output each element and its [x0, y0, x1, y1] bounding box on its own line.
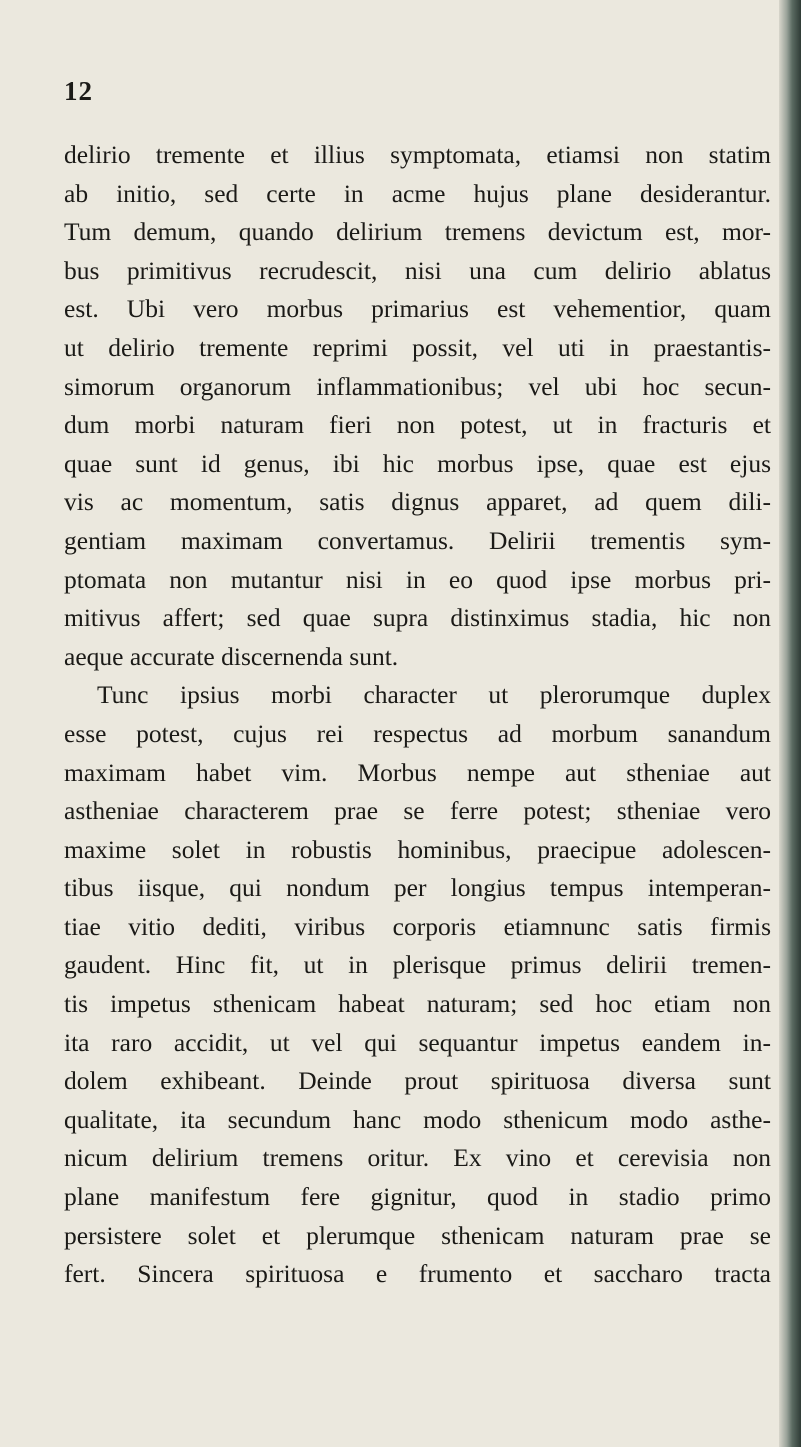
text-line: gentiam maximam convertamus. Delirii trementis sym-	[64, 525, 771, 555]
text-line: tibus iisque, qui nondum per longius tempus intemperan-	[64, 873, 771, 903]
text-line: ut delirio tremente reprimi possit, vel uti in praestantis-	[64, 332, 771, 362]
text-line: nicum delirium tremens oritur. Ex vino et cerevisia non	[64, 1143, 771, 1173]
text-line: astheniae characterem prae se ferre potest; stheniae vero	[64, 796, 771, 826]
text-line: dum morbi naturam fieri non potest, ut in fracturis et	[64, 410, 771, 440]
text-line: gaudent. Hinc fit, ut in plerisque primus delirii tremen-	[64, 950, 771, 980]
text-line: simorum organorum inflammationibus; vel ubi hoc secun-	[64, 371, 771, 401]
text-line-paragraph-end: aeque accurate discernenda sunt.	[64, 641, 399, 671]
text-line: persistere solet et plerumque sthenicam naturam prae se	[64, 1220, 771, 1250]
text-line: bus primitivus recrudescit, nisi una cum delirio ablatus	[64, 255, 771, 285]
text-line: vis ac momentum, satis dignus apparet, ad quem dili-	[64, 487, 771, 517]
text-line: tis impetus sthenicam habeat naturam; sed hoc etiam non	[64, 989, 771, 1019]
text-line: maximam habet vim. Morbus nempe aut stheniae aut	[64, 757, 771, 787]
text-line: quae sunt id genus, ibi hic morbus ipse, quae est ejus	[64, 448, 771, 478]
text-line: mitivus affert; sed quae supra distinximus stadia, hic non	[64, 603, 771, 633]
text-line: est. Ubi vero morbus primarius est vehementior, quam	[64, 294, 771, 324]
text-line: delirio tremente et illius symptomata, etiamsi non statim	[64, 140, 771, 169]
text-line: esse potest, cujus rei respectus ad morbum sanandum	[64, 718, 771, 748]
page-number: 12	[64, 76, 93, 106]
book-binding-edge	[779, 0, 801, 1447]
text-line-paragraph-start: Tunc ipsius morbi character ut plerorumque duplex	[97, 680, 771, 710]
text-line: ab initio, sed certe in acme hujus plane desiderantur.	[64, 178, 771, 208]
text-line: Tum demum, quando delirium tremens devictum est, mor-	[64, 217, 771, 247]
text-line: maxime solet in robustis hominibus, praecipue adolescen-	[64, 834, 771, 864]
body-text	[64, 136, 771, 1294]
text-line: plane manifestum fere gignitur, quod in stadio primo	[64, 1182, 771, 1212]
text-line: tiae vitio dediti, viribus corporis etiamnunc satis firmis	[64, 911, 771, 941]
text-line: fert. Sincera spirituosa e frumento et saccharo tracta	[64, 1259, 771, 1289]
text-line: dolem exhibeant. Deinde prout spirituosa diversa sunt	[64, 1066, 771, 1096]
text-line: ptomata non mutantur nisi in eo quod ipse morbus pri-	[64, 564, 771, 594]
text-line: ita raro accidit, ut vel qui sequantur impetus eandem in-	[64, 1027, 771, 1057]
text-line: qualitate, ita secundum hanc modo sthenicum modo asthe-	[64, 1104, 771, 1134]
